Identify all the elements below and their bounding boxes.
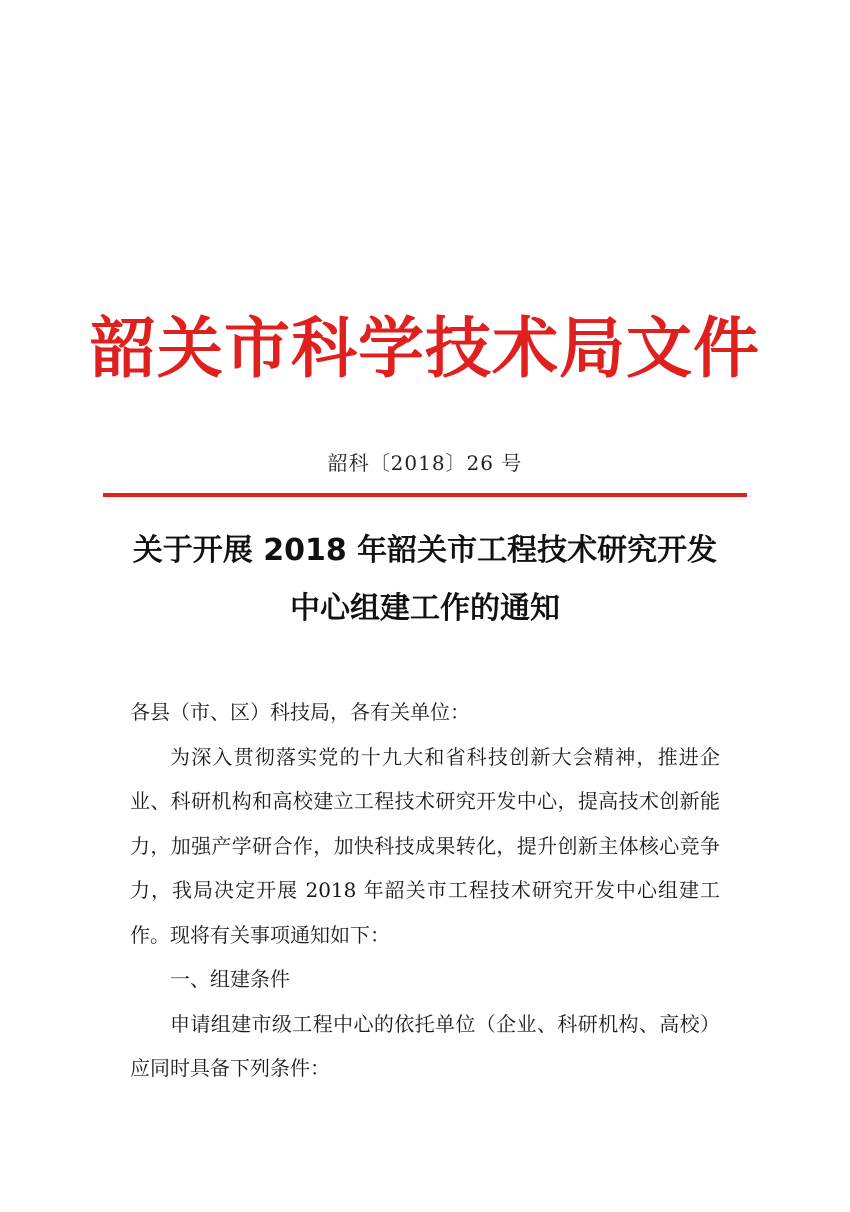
notice-title-line-2: 中心组建工作的通知 bbox=[290, 591, 560, 626]
body-paragraph: 为深入贯彻落实党的十九大和省科技创新大会精神，推进企业、科研机构和高校建立工程技术研究开发中心，提高技术创新能力，加强产学研合作，加快科技成果转化，提升创新主体核心竞争力，我局决定开展 2018 年韶关市工程技术研究开发中心组建工作。现将有关事项通知如下： bbox=[130, 744, 720, 947]
issuing-organization-title: 韶关市科学技术局文件 bbox=[90, 309, 760, 387]
body-paragraph: 申请组建市级工程中心的依托单位（企业、科研机构、高校）应同时具备下列条件： bbox=[130, 1011, 720, 1080]
document-number: 韶科〔2018〕26 号 bbox=[327, 451, 523, 475]
section-heading: 一、组建条件 bbox=[170, 967, 290, 991]
red-divider-line bbox=[103, 493, 747, 497]
notice-title-line-1: 关于开展 2018 年韶关市工程技术研究开发 bbox=[132, 533, 718, 568]
salutation: 各县（市、区）科技局，各有关单位： bbox=[130, 700, 470, 724]
notice-title bbox=[0, 523, 850, 636]
document-body bbox=[130, 690, 720, 1091]
